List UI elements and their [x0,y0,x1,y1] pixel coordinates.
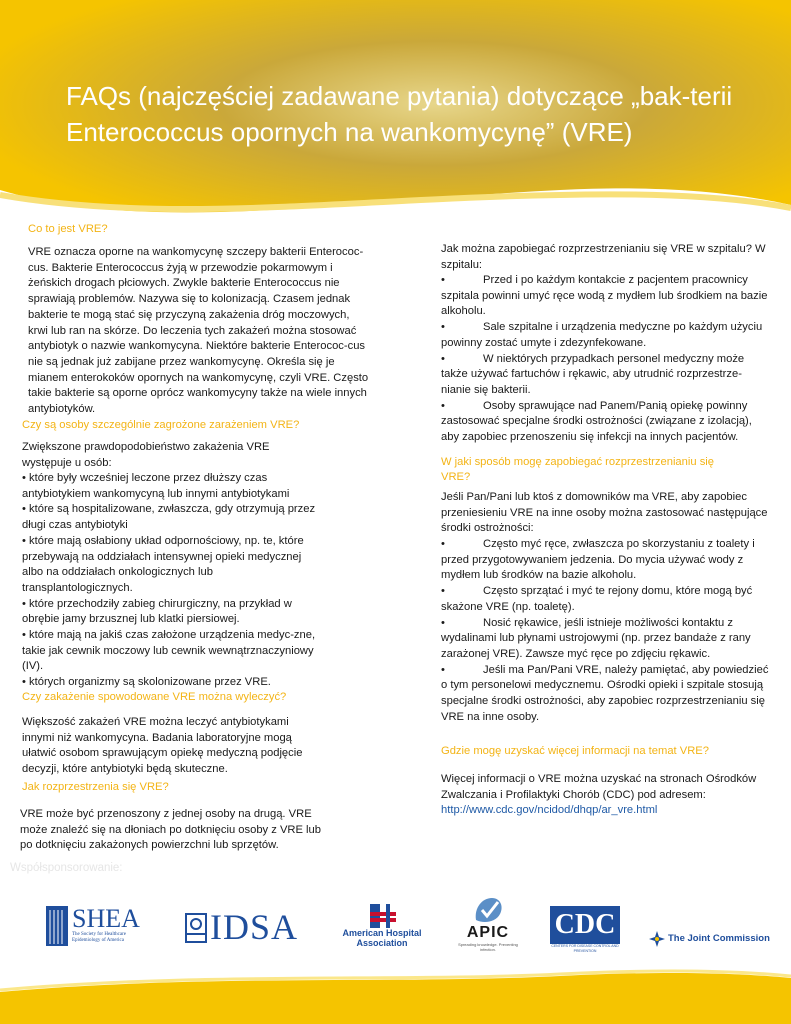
hospital-intro: Jak można zapobiegać rozprzestrzenianiu się VRE w szpitalu? W szpitalu: [441,243,766,271]
answer-spread: VRE może być przenoszony z jednej osoby na drugą. VRE może znaleźć się na dłoniach po dotknięciu osoby z VRE lub po dotknięciu zakażonych powierzchni lub sprzętów. [20,808,321,852]
answer-what-is-vre: VRE oznacza oporne na wankomycynę szczepy bakterii Enterococ-cus. Bakterie Enterococcus żyją w przewodzie pokarmowym i żeńskich drogach płciowych. Zwykle bakterie Enterococcus nie sprawiają problemów. Nazywa się to kolonizacją. Czasem jednak bakterie te mogą stać się przyczyną zakażenia dróg moczowych, krwi lub ran na skórze. Do leczenia tych zakażeń można stosować antybiotyk o nazwie wankomycyna. Niektóre bakterie Enterococ-cus nie są jednak już zabijane przez wankomycynę. Określa się je mianem enterokoków opornych na wankomycynę, czyli VRE. Często takie bakterie są oporne oprócz wankomycyny także na wiele innych antybiotyków. [28,246,369,416]
list-item: • Osoby sprawujące nad Panem/Panią opiekę powinny zastosować specjalne środki ostrożności (związane z izolacją), aby zapobiec przenoszeniu się infekcji na innych pacjentów. [441,399,752,444]
list-item: • których organizmy są skolonizowane przez VRE. [22,676,271,689]
aha-logo: American Hospital Association [342,904,422,948]
list-item: • które mają osłabiony układ odpornościowy, np. te, które przebywają na oddziałach intensywnej opieki medycznej albo na oddziałach onkologicznych lub transplantologicznych. [22,534,304,594]
risk-list [22,471,320,691]
list-item: • Sale szpitalne i urządzenia medyczne po każdym użyciu powinny zostać umyte i zdezynfekowane. [441,321,763,349]
question-more-info: Gdzie mogę uzyskać więcej informacji na temat VRE? [441,745,709,757]
question-curable: Czy zakażenie spowodowane VRE można wyleczyć? [22,691,287,703]
answer-more-info: Więcej informacji o VRE można uzyskać na stronach Ośrodków Zwalczania i Profilaktyki Chorób (CDC) pod adresem: http://www.cdc.gov/ncidod/dhqp/ar_vre.html [441,773,757,817]
list-item: • Często sprzątać i myć te rejony domu, które mogą być skażone VRE (np. toaletę). [441,585,753,613]
list-item: • które przechodziły zabieg chirurgiczny, na przykład w obrębie jamy brzusznej lub klatki piersiowej. [22,597,292,626]
list-item: • które były wcześniej leczone przez dłuższy czas antybiotykiem wankomycyną lub innymi antybiotykami [22,472,290,500]
bullet: • [441,321,445,334]
bullet: • [441,274,445,286]
cdc-logo: CDC CENTERS FOR DISEASE CONTROL AND PREVENTION [550,906,620,954]
hospital-list [441,273,771,446]
apic-logo: APIC Spreading knowledge. Preventing infection. [458,894,518,952]
home-list [441,537,771,725]
answer-prevent-intro: Jeśli Pan/Pani lub ktoś z domowników ma VRE, aby zapobiec przeniesieniu VRE na inne osoby można zastosować następujące środki ostrożności: [441,491,768,535]
question-at-risk: Czy są osoby szczególnie zagrożone zarażeniem VRE? [22,419,300,431]
bullet: • [441,663,445,676]
bullet: • [441,399,445,412]
answer-curable: Większość zakażeń VRE można leczyć antybiotykami innymi niż wankomycyna. Badania laboratoryjne mogą ułatwić osobom sprawującym opiekę medyczną podjęcie decyzji, które antybiotyki będą skuteczne. [22,716,303,776]
question-what-is-vre: Co to jest VRE? [28,223,108,235]
list-item: • które są hospitalizowane, zwłaszcza, gdy otrzymują przez długi czas antybiotyki [22,503,316,532]
bullet: • [441,616,445,629]
header-banner [0,0,791,230]
list-item: • W niektórych przypadkach personel medyczny może także używać fartuchów i rękawic, aby utrudnić rozprzestrze-nianie się bakterii. [441,352,745,396]
bullet: • [441,585,445,598]
question-prevent-home: W jaki sposób mogę zapobiegać rozprzestrzenianiu się VRE? [441,456,714,483]
cosponsor-label: Współsponsorowanie: [10,862,123,874]
page-title: FAQs (najczęściej zadawane pytania) dotyczące „bak-terii Enterococcus opornych na wankomycynę” (VRE) [66,81,733,147]
cdc-link[interactable]: http://www.cdc.gov/ncidod/dhqp/ar_vre.html [441,804,658,817]
idsa-logo: IDSA [182,906,222,951]
bullet: • [441,538,445,550]
footer-wave [0,934,791,1024]
list-item: • Przed i po każdym kontakcie z pacjentem pracownicy szpitala powinni umyć ręce wodą z mydłem lub środkiem na bazie alkoholu. [441,274,768,318]
bullet: • [441,352,445,365]
list-item: • Nosić rękawice, jeśli istnieje możliwości kontaktu z wydalinami lub płynami ustrojowymi (np. przez bandaże z rany zarażonej VRE). Zawsze myć ręce po zdjęciu rękawic. [441,616,751,660]
list-item: • które mają na jakiś czas założone urządzenia medyc-zne, takie jak cewnik moczowy lub cewnik wewnątrznaczyniowy (IV). [22,629,316,673]
list-item: • Jeśli ma Pan/Pani VRE, należy pamiętać, aby powiedzieć o tym personelowi medycznemu. Ośrodki opieki i szpitale stosują specjalne środki ostrożności, aby zapobiec rozprzestrzenianiu się VRE na inne osoby. [441,663,769,723]
question-spread: Jak rozprzestrzenia się VRE? [22,781,169,793]
shea-logo: SHEA The Society for Healthcare Epidemiology of America [44,900,154,955]
answer-at-risk-intro: Zwiększone prawdopodobieństwo zakażenia VRE występuje u osób: [22,441,270,469]
list-item: • Często myć ręce, zwłaszcza po skorzystaniu z toalety i przed przygotowywaniem jedzenia. Do mycia używać wody z mydłem lub środków na bazie alkoholu. [441,538,755,582]
